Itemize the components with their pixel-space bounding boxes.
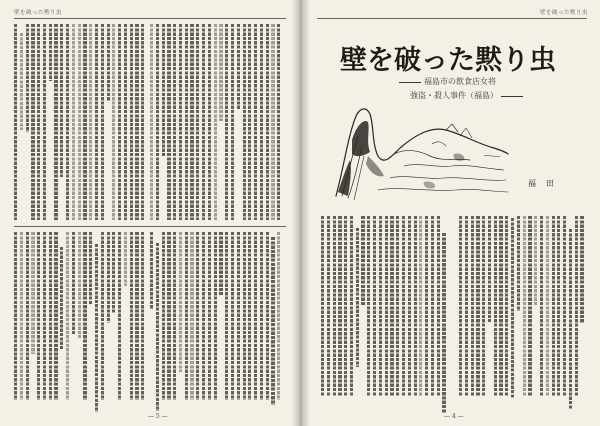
text-line: [266, 232, 269, 400]
text-line: [162, 24, 165, 157]
text-line: [356, 228, 359, 367]
text-line: [385, 216, 388, 396]
text-line: [190, 232, 193, 400]
text-line: [124, 24, 127, 220]
text-line: [130, 232, 133, 400]
text-line: [471, 216, 474, 396]
text-line: [563, 216, 566, 396]
text-line: [361, 216, 364, 306]
text-line: [196, 24, 199, 220]
running-head-left: 壁を破った黙り虫: [14, 10, 63, 16]
text-line: [219, 232, 222, 295]
text-line: [459, 216, 462, 396]
text-line: [135, 232, 138, 400]
text-line: [185, 24, 188, 220]
text-line: [338, 216, 341, 396]
text-line: [31, 232, 34, 354]
text-line: [425, 216, 428, 396]
text-line: [517, 216, 520, 311]
text-line: [66, 232, 69, 400]
text-line: [248, 24, 251, 220]
text-line: [130, 24, 133, 220]
text-line: [271, 24, 274, 220]
text-line: [499, 216, 502, 396]
text-line: [528, 216, 531, 396]
author-name: 福田: [528, 179, 564, 188]
text-line: [390, 216, 393, 396]
text-block-right-lower-right: [459, 216, 584, 398]
text-line: [419, 216, 422, 396]
text-line: [156, 24, 159, 220]
text-line: [523, 216, 526, 396]
text-line: [101, 24, 104, 220]
page-number-left: — 5 —: [148, 413, 168, 420]
text-line: [505, 216, 508, 396]
text-line: [20, 232, 23, 400]
text-line: [162, 232, 165, 400]
text-line: [231, 232, 234, 400]
text-line: [118, 232, 121, 400]
text-line: [14, 232, 17, 400]
text-line: [54, 24, 57, 220]
text-block-upper-left: [14, 24, 144, 222]
text-block-lower-right: [150, 232, 280, 402]
text-line: [344, 216, 347, 396]
text-line: [327, 216, 330, 396]
tier-rule-left: [14, 226, 286, 227]
text-line: [196, 232, 199, 400]
text-line: [107, 24, 110, 101]
text-line: [78, 24, 81, 220]
text-line: [277, 232, 280, 400]
text-line: [60, 24, 63, 177]
text-line: [150, 232, 153, 309]
text-line: [141, 24, 144, 220]
text-line: [580, 216, 583, 323]
text-line: [83, 24, 86, 220]
text-line: [271, 237, 274, 405]
text-line: [248, 232, 251, 400]
text-line: [260, 24, 263, 220]
article-title: 壁を破った黙り虫: [340, 45, 556, 76]
text-line: [112, 232, 115, 313]
header-rule-left: [14, 18, 286, 19]
text-line: [540, 216, 543, 396]
text-line: [214, 232, 217, 400]
text-line: [254, 24, 257, 220]
text-line: [431, 216, 434, 396]
text-line: [54, 232, 57, 400]
text-line: [31, 24, 34, 220]
text-line: [89, 24, 92, 220]
text-line: [202, 24, 205, 220]
text-line: [179, 24, 182, 220]
text-line: [214, 24, 217, 220]
text-line: [89, 232, 92, 305]
text-line: [167, 24, 170, 220]
text-line: [408, 216, 411, 396]
text-line: [43, 24, 46, 220]
subtitle-text-2: 強盗・殺人事件（福島）: [410, 91, 498, 100]
text-line: [321, 216, 324, 396]
text-line: [350, 216, 353, 396]
text-line: [225, 24, 228, 220]
text-line: [78, 232, 81, 338]
text-line: [167, 232, 170, 400]
text-line: [173, 24, 176, 220]
text-line: [396, 216, 399, 396]
text-line: [124, 232, 127, 286]
text-line: [494, 216, 497, 396]
text-line: [49, 232, 52, 400]
text-line: [442, 233, 445, 413]
text-line: [414, 216, 417, 396]
text-line: [107, 232, 110, 323]
text-line: [546, 216, 549, 396]
text-line: [26, 232, 29, 400]
text-line: [72, 24, 75, 220]
text-line: [101, 232, 104, 400]
header-rule-right: [317, 18, 587, 19]
subtitle-text-1: 福島市の飲食店女将: [424, 77, 496, 86]
text-line: [49, 24, 52, 81]
text-line: [43, 232, 46, 400]
text-line: [266, 24, 269, 220]
text-line: [575, 216, 578, 396]
book-gutter: [292, 0, 310, 426]
text-line: [569, 229, 572, 409]
text-line: [231, 24, 234, 220]
text-line: [225, 232, 228, 400]
text-line: [156, 243, 159, 411]
text-line: [333, 216, 336, 396]
text-line: [112, 24, 115, 220]
text-line: [150, 24, 153, 220]
text-line: [552, 216, 555, 396]
text-line: [135, 24, 138, 220]
text-line: [95, 24, 98, 220]
text-line: [202, 232, 205, 400]
text-block-lower-left: [14, 232, 144, 402]
text-line: [237, 232, 240, 400]
text-line: [26, 24, 29, 132]
text-line: [237, 24, 240, 110]
text-line: [141, 232, 144, 400]
text-line: [179, 232, 182, 372]
text-line: [402, 216, 405, 396]
text-line: [60, 247, 63, 349]
text-line: [72, 232, 75, 334]
left-page: [0, 0, 299, 426]
page-number-right: — 4 —: [444, 413, 464, 420]
text-line: [557, 216, 560, 396]
text-line: [14, 24, 17, 220]
text-line: [511, 218, 514, 398]
running-head-right: 壁を破った黙り虫: [539, 10, 588, 16]
text-line: [95, 244, 98, 412]
text-line: [476, 216, 479, 396]
text-line: [83, 232, 86, 400]
text-line: [185, 232, 188, 400]
text-line: [373, 216, 376, 396]
text-line: [37, 232, 40, 400]
text-line: [534, 216, 537, 306]
text-line: [488, 216, 491, 322]
text-line: [37, 24, 40, 220]
text-line: [219, 24, 222, 121]
text-line: [254, 232, 257, 400]
text-line: [243, 232, 246, 400]
text-line: [208, 24, 211, 220]
text-line: [277, 24, 280, 220]
text-line: [367, 216, 370, 396]
text-line: [173, 232, 176, 400]
article-subtitle-1: [396, 76, 496, 87]
text-line: [243, 24, 246, 220]
text-line: [118, 24, 121, 220]
text-block-right-lower-left: [321, 216, 446, 398]
text-line: [190, 24, 193, 220]
text-block-upper-right: [150, 24, 280, 222]
text-line: [260, 232, 263, 400]
text-line: [437, 216, 440, 396]
text-line: [465, 216, 468, 396]
mountain-sketch-illustration: [334, 96, 509, 204]
text-line: [20, 33, 23, 130]
text-line: [66, 24, 69, 220]
text-line: [482, 216, 485, 396]
text-line: [379, 216, 382, 396]
text-line: [208, 232, 211, 400]
